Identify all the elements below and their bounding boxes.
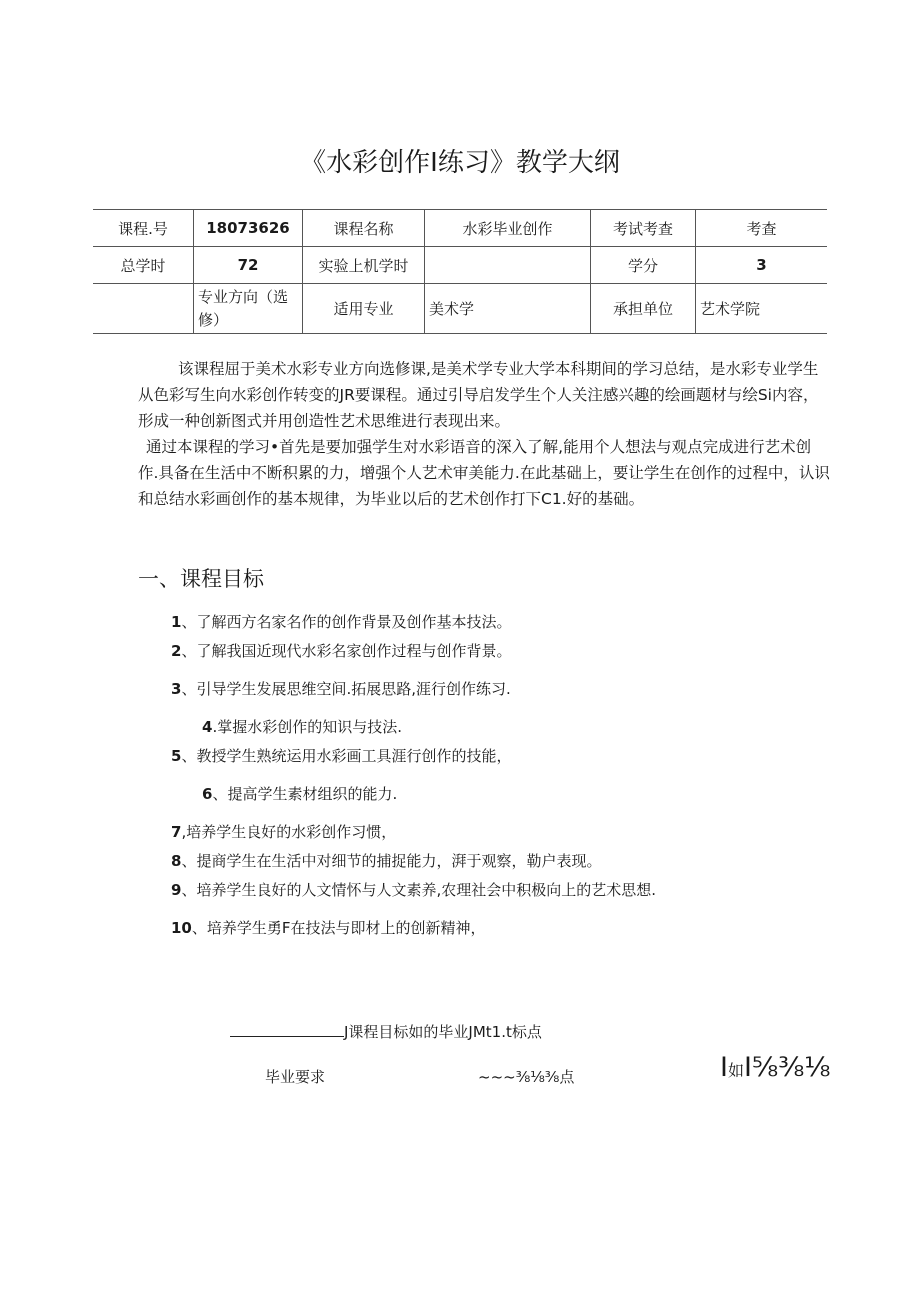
goal-sep: 、 xyxy=(181,680,197,698)
table-cell: 学分 xyxy=(591,247,696,284)
table-cell: 18073626 xyxy=(194,210,303,247)
table-cell: 考试考查 xyxy=(591,210,696,247)
goal-text: 培养学生良好的水彩创作习惯， xyxy=(186,823,397,841)
goal-sep: , xyxy=(181,823,187,841)
goal-number: 1 xyxy=(171,613,182,631)
table-cell xyxy=(425,247,591,284)
mapping-caption-text: J课程目标如的毕业JMt1.t标点 xyxy=(344,1023,542,1041)
table-cell: 总学时 xyxy=(93,247,194,284)
goal-sep: 、 xyxy=(181,613,197,631)
document-title: 《水彩创作I练习》教学大纲 xyxy=(300,148,620,178)
goal-item xyxy=(171,745,511,766)
fraction-mark-char: 如 xyxy=(727,1061,744,1080)
course-info-table xyxy=(93,209,827,334)
table-cell: 课程.号 xyxy=(93,210,194,247)
goal-item xyxy=(171,879,656,900)
table-cell: 专业方向（选修） xyxy=(194,284,303,334)
goal-number: 8 xyxy=(171,852,182,870)
table-cell: 72 xyxy=(194,247,303,284)
goal-sep: 、 xyxy=(181,852,197,870)
goal-item xyxy=(171,640,511,661)
goal-number: 4 xyxy=(202,718,213,736)
goal-item xyxy=(171,678,511,699)
goal-text: 了解我国近现代水彩名家创作过程与创作背景。 xyxy=(196,642,512,660)
goal-number: 5 xyxy=(171,747,182,765)
goal-number: 3 xyxy=(171,680,182,698)
goal-text: 教授学生熟统运用水彩画工具涯行创作的技能， xyxy=(196,747,512,765)
fraction-mark-values: I⅝⅜⅛ xyxy=(743,1052,831,1083)
table-cell xyxy=(93,284,194,334)
goal-sep: 、 xyxy=(191,919,207,937)
goal-item xyxy=(171,850,601,871)
goal-sep: 、 xyxy=(181,881,197,899)
indicator-label: ~~~⅜⅛⅜点 xyxy=(478,1068,575,1086)
goal-sep: 、 xyxy=(181,642,197,660)
graduation-requirement-label: 毕业要求 xyxy=(265,1068,326,1086)
table-cell: 美术学 xyxy=(425,284,591,334)
goal-item xyxy=(171,917,486,938)
table-cell: 适用专业 xyxy=(303,284,425,334)
table-cell: 水彩毕业创作 xyxy=(425,210,591,247)
table-cell: 考查 xyxy=(696,210,828,247)
goal-sep: 、 xyxy=(181,747,197,765)
goal-text: 引导学生发展思维空间.拓展思路,涯行创作练习. xyxy=(196,680,511,698)
table-row xyxy=(93,247,827,284)
intro-paragraph-2: 通过本课程的学习•首先是要加强学生对水彩语音的深入了解,能用个人想法与观点完成进行艺术创作.具备在生活中不断积累的力，增强个人艺术审美能力.在此基础上，要让学生在创作的过程中，认识和总结水彩画创作的基本规律，为毕业以后的艺术创作打下C1.好的基础。 xyxy=(138,438,830,508)
table-cell: 艺术学院 xyxy=(696,284,828,334)
goal-item xyxy=(171,821,396,842)
table-row xyxy=(93,284,827,334)
goal-number: 7 xyxy=(171,823,182,841)
table-row xyxy=(93,210,827,247)
goal-text: 培养学生勇F在技法与即材上的创新精神， xyxy=(206,919,486,937)
fraction-mark-prefix: I xyxy=(720,1052,728,1083)
goal-number: 10 xyxy=(171,919,192,937)
goal-text: 提商学生在生活中对细节的捕捉能力，湃于观察，勒户表现。 xyxy=(196,852,602,870)
goal-item xyxy=(202,783,397,804)
table-cell: 承担单位 xyxy=(591,284,696,334)
underline-rule xyxy=(230,1022,344,1037)
goal-sep: . xyxy=(212,718,218,736)
intro-paragraph-1: 该课程屈于美术水彩专业方向选修课,是美术学专业大学本科期间的学习总结，是水彩专业学生从色彩写生向水彩创作转变的JR要课程。通过引导启发学生个人关注感兴趣的绘画题材与绘Si内容，形成一种创新图式并用创造性艺术思维进行表现出来。 xyxy=(138,360,819,430)
goal-text: 提高学生素材组织的能力. xyxy=(227,785,398,803)
goal-text: 培养学生良好的人文情怀与人文素养,农理社会中积极向上的艺术思想. xyxy=(196,881,656,899)
goal-number: 6 xyxy=(202,785,213,803)
mapping-caption xyxy=(230,1021,542,1042)
goal-text: 掌握水彩创作的知识与技法. xyxy=(217,718,402,736)
goal-item xyxy=(202,716,402,737)
goal-sep: 、 xyxy=(212,785,228,803)
table-cell: 课程名称 xyxy=(303,210,425,247)
fraction-marks xyxy=(720,1052,830,1083)
goal-item xyxy=(171,611,511,632)
goal-number: 9 xyxy=(171,881,182,899)
table-cell: 3 xyxy=(696,247,828,284)
goal-number: 2 xyxy=(171,642,182,660)
section-heading-course-goals: 一、课程目标 xyxy=(138,567,264,591)
goal-text: 了解西方名家名作的创作背景及创作基本技法。 xyxy=(196,613,512,631)
table-cell: 实验上机学时 xyxy=(303,247,425,284)
